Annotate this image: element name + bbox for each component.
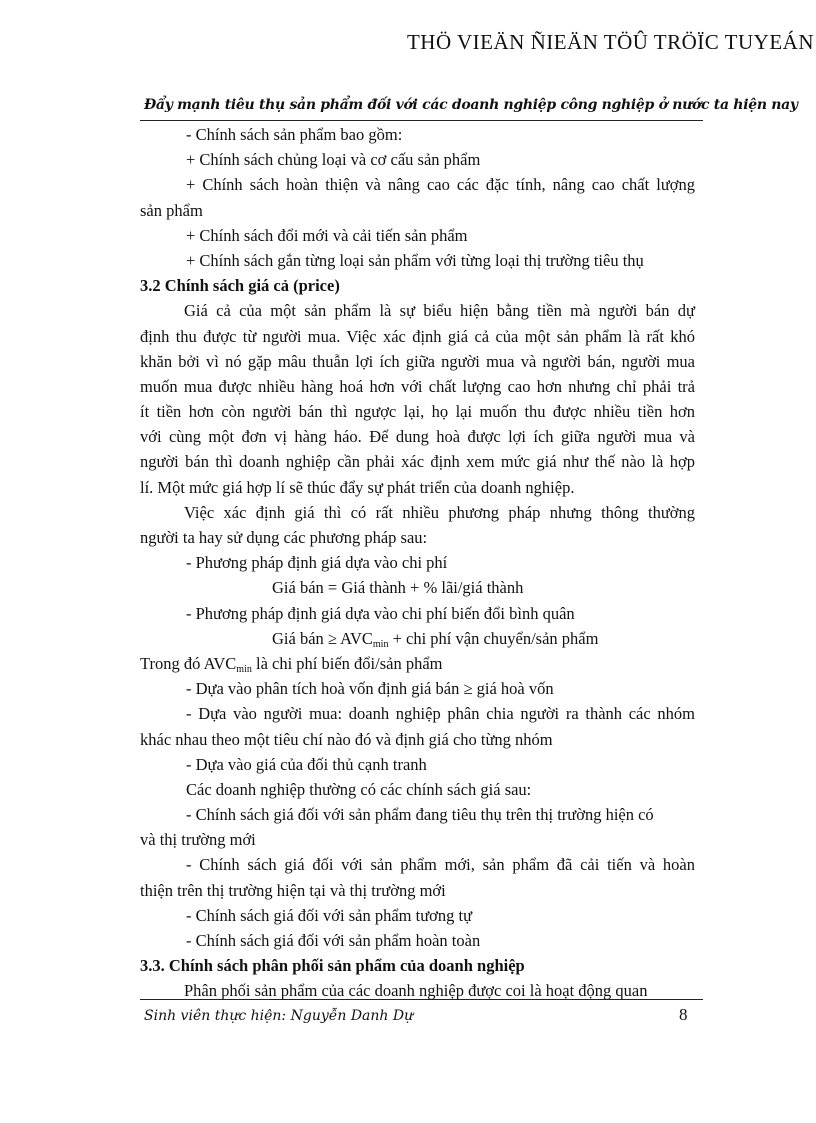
policy-line: - Chính sách giá đối với sản phẩm hoàn toàn xyxy=(186,931,481,950)
method-line: - Phương pháp định giá dựa vào chi phí xyxy=(186,553,448,573)
paragraph-line: lí. Một mức giá hợp lí sẽ thúc đẩy sự phát triển của doanh nghiệp. xyxy=(140,477,575,497)
running-header-title: Đẩy mạnh tiêu thụ sản phẩm đối với các doanh nghiệp công nghiệp ở nước ta hiện nay xyxy=(144,97,798,113)
method-line: - Dựa vào giá của đối thủ cạnh tranh xyxy=(186,754,427,774)
method-line: - Dựa vào người mua: doanh nghiệp phân chia người ra thành các nhóm xyxy=(186,704,695,724)
section-heading-3-3: 3.3. Chính sách phân phối sản phẩm của doanh nghiệp xyxy=(140,956,525,976)
formula-line: Giá bán = Giá thành + % lãi/giá thành xyxy=(272,578,524,598)
header-divider xyxy=(140,120,703,121)
footer-author: Sinh viên thực hiện: Nguyễn Danh Dự xyxy=(144,1008,414,1024)
document-body xyxy=(140,122,695,1004)
page-number: 8 xyxy=(679,1005,688,1024)
paragraph-line: người ta hay sử dụng các phương pháp sau: xyxy=(140,528,428,547)
text-line: - Chính sách sản phẩm bao gồm: xyxy=(186,125,403,144)
site-watermark: THÖ VIEÄN ÑIEÄN TÖÛ TRÖÏC TUYEÁN xyxy=(406,30,814,54)
section-heading-3-2: 3.2 Chính sách giá cả (price) xyxy=(140,276,340,296)
paragraph-line: Việc xác định giá thì có rất nhiều phương pháp nhưng thông thường xyxy=(184,502,695,522)
paragraph-line: Giá cả của một sản phẩm là sự biểu hiện bằng tiền mà người bán dự xyxy=(184,301,695,321)
method-line: - Dựa vào phân tích hoà vốn định giá bán ≥ giá hoà vốn xyxy=(186,679,554,699)
paragraph-line: định thu được từ người mua. Việc xác định giá cả của một sản phẩm là rất khó xyxy=(140,326,695,346)
footer-divider xyxy=(140,999,703,1000)
policy-line: Các doanh nghiệp thường có các chính sách giá sau: xyxy=(186,779,532,799)
policy-line: và thị trường mới xyxy=(140,830,256,850)
paragraph-line: muốn mua được nhiều hàng hoá hơn với chất lượng cao hơn nhưng chỉ phải trả xyxy=(140,376,695,396)
definition-part: là chi phí biến đổi/sản phẩm xyxy=(251,653,443,673)
paragraph-line: người bán thì doanh nghiệp cần phải xác định xem mức giá như thế nào là hợp xyxy=(140,452,695,472)
method-line: - Phương pháp định giá dựa vào chi phí biến đổi bình quân xyxy=(186,603,575,623)
definition-subscript: min xyxy=(236,663,252,675)
definition-line xyxy=(140,651,695,676)
formula-part: + chi phí vận chuyển/sản phẩm xyxy=(388,628,599,648)
text-line: sản phẩm xyxy=(140,200,203,220)
policy-line: thiện trên thị trường hiện tại và thị trường mới xyxy=(140,880,446,900)
formula-subscript: min xyxy=(372,638,389,650)
paragraph-line: với cùng một đơn vị hàng háo. Để dung hoà được lợi ích giữa người mua và xyxy=(140,427,695,447)
policy-line: - Chính sách giá đối với sản phẩm mới, sản phẩm đã cải tiến và hoàn xyxy=(186,855,695,875)
formula-line xyxy=(140,626,695,651)
text-line: + Chính sách gắn từng loại sản phẩm với từng loại thị trường tiêu thụ xyxy=(186,250,644,270)
method-line: khác nhau theo một tiêu chí nào đó và định giá cho từng nhóm xyxy=(140,729,553,749)
paragraph-line: Phân phối sản phẩm của các doanh nghiệp được coi là hoạt động quan xyxy=(184,981,648,1001)
text-line: + Chính sách chủng loại và cơ cấu sản phẩm xyxy=(186,150,481,170)
paragraph-line: khăn bởi vì nó gặp mâu thuẫn lợi ích giữa người mua và người bán, người mua xyxy=(140,351,695,371)
definition-part: Trong đó AVC xyxy=(140,653,237,673)
text-line: + Chính sách hoàn thiện và nâng cao các đặc tính, nâng cao chất lượng xyxy=(186,175,695,195)
policy-line: - Chính sách giá đối với sản phẩm đang tiêu thụ trên thị trường hiện có xyxy=(186,805,654,825)
paragraph-line: ít tiền hơn còn người bán thì ngược lại, họ lại muốn thu được nhiều tiền hơn xyxy=(140,402,695,422)
formula-part: Giá bán ≥ AVC xyxy=(272,628,373,648)
policy-line: - Chính sách giá đối với sản phẩm tương tự xyxy=(186,905,473,925)
text-line: + Chính sách đổi mới và cải tiến sản phẩm xyxy=(186,225,468,245)
